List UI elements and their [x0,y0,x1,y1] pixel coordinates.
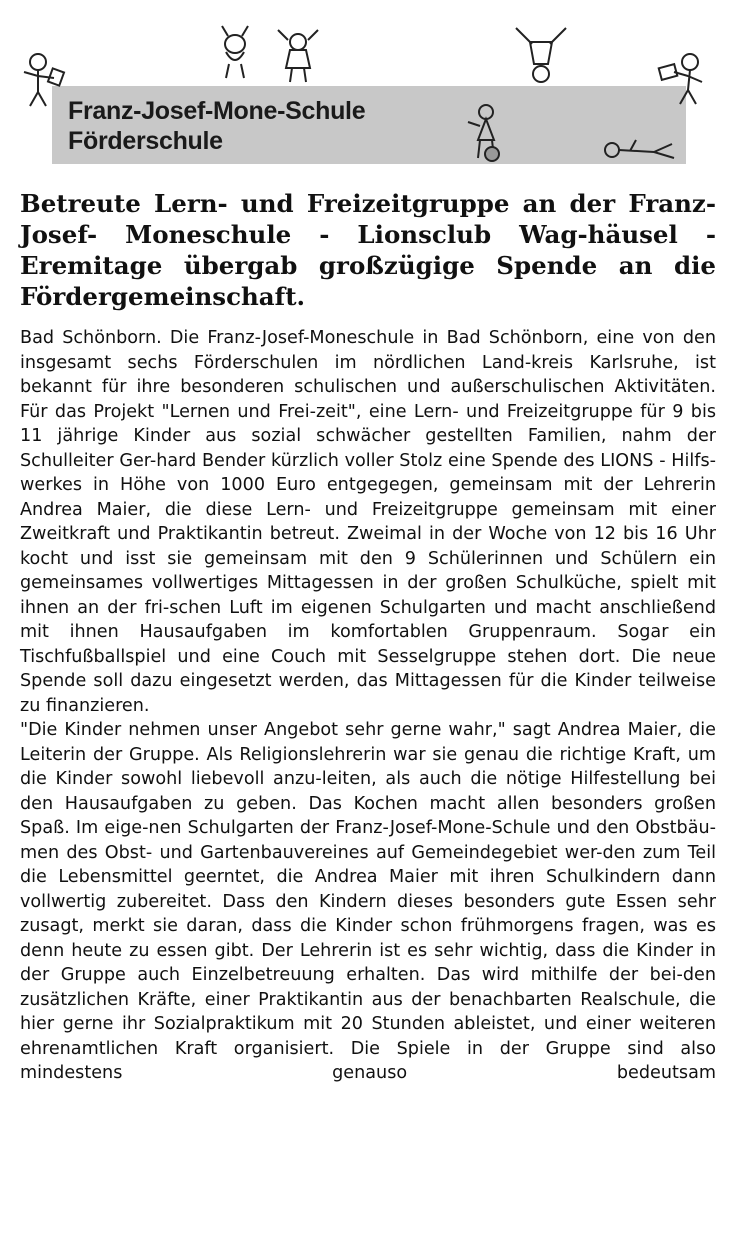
article-headline: Betreute Lern- und Freizeitgruppe an der Franz-Josef- Moneschule - Lionsclub Wag-häusel - Eremitage übergab großzügige Spende an die Fördergemeinschaft. [20,189,716,311]
school-name-line2: Förderschule [68,127,223,155]
child-figure-handstand-icon [508,24,574,86]
article-paragraph-2: "Die Kinder nehmen unser Angebot sehr gerne wahr," sagt Andrea Maier, die Leiterin der Gruppe. Als Religionslehrerin war sie genau die richtige Kraft, um die Kinder sowohl liebevoll anzu-leiten, als auch die nötige Hilfestellung bei den Hausaufgaben zu geben. Das Kochen macht allen besonders großen Spaß. Im eige-nen Schulgarten der Franz-Josef-Mone-Schule und den Obstbäu-men des Obst- und Gartenbauvereines auf Gemeindegebiet wer-den zum Teil die Lebensmittel geerntet, die Andrea Maier mit ihren Schulkindern dann vollwertig zubereitet. Dass den Kindern dieses besonders gute Essen sehr zusagt, merkt sie daran, dass die Kinder schon frühmorgens fragen, was es denn heute zu essen gibt. Der Lehrerin ist es sehr wichtig, dass die Kinder in der Gruppe auch Einzelbetreuung erhalten. Das wird mithilfe der bei-den zusätzlichen Kräfte, einer Praktikantin aus der benachbarten Realschule, die hier gerne ihr Sozialpraktikum mit 20 Stunden ableistet, und einer weiteren ehrenamtlichen Kraft organisiert. Die Spiele in der Gruppe sind also mindestens genauso bedeutsam [20,720,716,1083]
child-figure-left-icon [14,48,70,110]
child-figure-center-left-icon [214,22,256,82]
article-body [20,326,716,1086]
article-paragraph-1: Bad Schönborn. Die Franz-Josef-Moneschule in Bad Schönborn, eine von den insgesamt sechs Förderschulen im nördlichen Land-kreis Karlsruhe, ist bekannt für ihre besonderen schulischen und außerschulischen Aktivitäten. Für das Projekt "Lernen und Frei-zeit", eine Lern- und Freizeitgruppe für 9 bis 11 jährige Kinder aus sozial schwächer gestellten Familien, nahm der Schulleiter Ger-hard Bender kürzlich voller Stolz eine Spende des LIONS - Hilfs-werkes in Höhe von 1000 Euro entgegegen, gemeinsam mit der Lehrerin Andrea Maier, die diese Lern- und Freizeitgruppe gemeinsam mit einer Zweitkraft und Praktikantin betreut. Zweimal in der Woche von 12 bis 16 Uhr kocht und isst sie gemeinsam mit den 9 Schülerinnen und Schülern ein gemeinsames vollwertiges Mittagessen in der großen Schulküche, spielt mit ihnen an der fri-schen Luft im eigenen Schulgarten und macht anschließend mit ihnen Hausaufgaben im komfortablen Gruppenraum. Sogar ein Tischfußballspiel und eine Couch mit Sesselgruppe stehen dort. Die neue Spende soll dazu eingesetzt werden, das Mittagessen für die Kinder teilweise zu finanzieren. [20,328,716,716]
child-figure-banner-icon [462,100,510,164]
child-figure-lying-icon [600,134,682,164]
child-figure-right-icon [656,48,712,108]
child-figure-center-icon [272,24,324,84]
school-name [68,96,365,156]
school-name-line1: Franz-Josef-Mone-Schule [68,97,366,125]
